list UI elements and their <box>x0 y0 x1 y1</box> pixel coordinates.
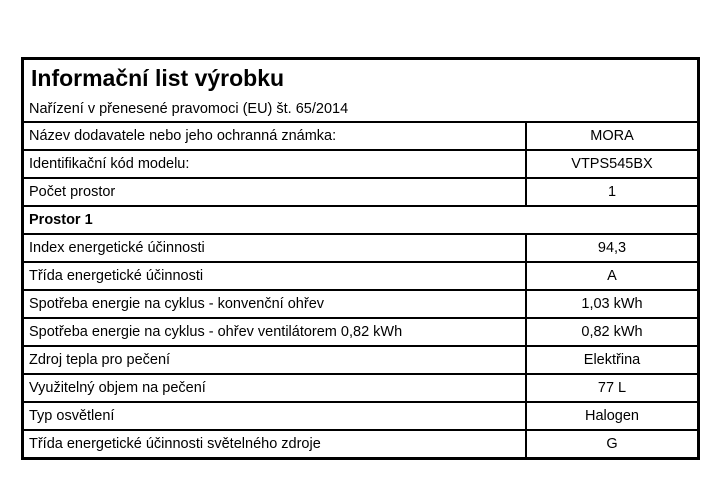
table-row <box>24 345 697 373</box>
row-label: Prostor 1 <box>29 212 93 228</box>
row-label: Spotřeba energie na cyklus - ohřev ventilátorem 0,82 kWh <box>29 324 403 340</box>
table-row <box>24 205 697 233</box>
row-label: Třída energetické účinnosti <box>29 268 204 284</box>
row-label: Třída energetické účinnosti světelného zdroje <box>29 436 321 452</box>
sheet-title-row <box>24 60 697 96</box>
table-row <box>24 289 697 317</box>
row-label: Spotřeba energie na cyklus - konvenční ohřev <box>29 296 325 312</box>
table-row <box>24 121 697 149</box>
row-label: Zdroj tepla pro pečení <box>29 352 171 368</box>
row-value: 94,3 <box>525 235 697 261</box>
table-row <box>24 317 697 345</box>
table-row <box>24 261 697 289</box>
row-value: MORA <box>525 123 697 149</box>
row-value: Halogen <box>525 403 697 429</box>
row-value: 1,03 kWh <box>525 291 697 317</box>
table-row <box>24 373 697 401</box>
row-label: Index energetické účinnosti <box>29 240 205 256</box>
row-label: Identifikační kód modelu: <box>29 156 190 172</box>
row-value: 1 <box>525 179 697 205</box>
row-label: Počet prostor <box>29 184 116 200</box>
row-label: Název dodavatele nebo jeho ochranná známka: <box>29 128 337 144</box>
row-value: A <box>525 263 697 289</box>
row-value: 0,82 kWh <box>525 319 697 345</box>
table-row <box>24 401 697 429</box>
table-row <box>24 429 697 457</box>
regulation-subtitle: Nařízení v přenesené pravomoci (EU) št. 65/2014 <box>29 100 349 117</box>
row-label: Využitelný objem na pečení <box>29 380 206 396</box>
row-label: Typ osvětlení <box>29 408 115 424</box>
regulation-subtitle-row <box>24 96 697 121</box>
table-row <box>24 233 697 261</box>
table-row <box>24 149 697 177</box>
table-row <box>24 177 697 205</box>
row-value: G <box>525 431 697 457</box>
spec-table-body <box>24 121 697 457</box>
product-information-sheet <box>21 57 700 460</box>
sheet-title: Informační list výrobku <box>31 64 285 91</box>
row-value: VTPS545BX <box>525 151 697 177</box>
row-value: 77 L <box>525 375 697 401</box>
row-value: Elektřina <box>525 347 697 373</box>
